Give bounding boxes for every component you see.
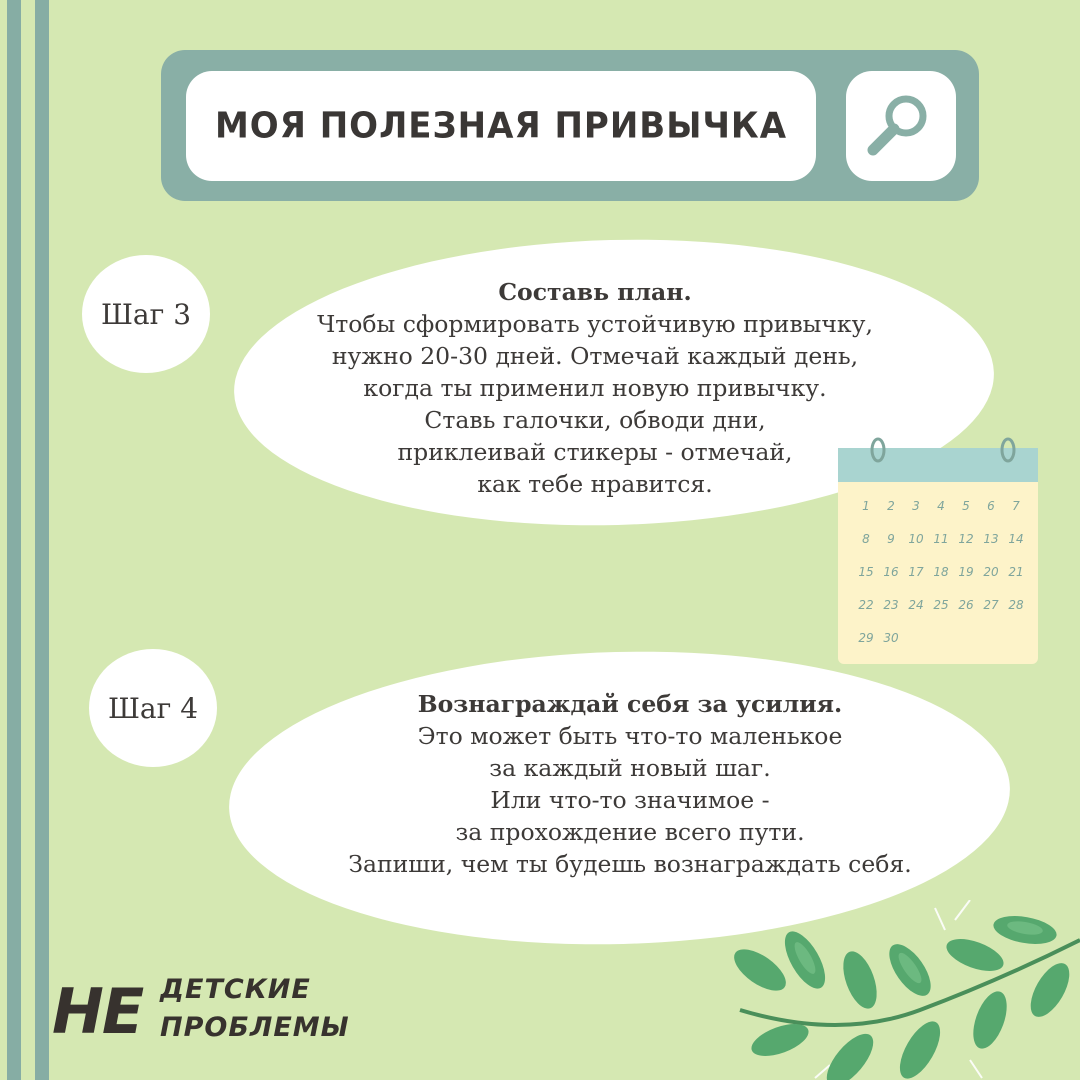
calendar-day: 5 [962, 499, 970, 513]
step-line: за каждый новый шаг. [489, 754, 771, 782]
calendar-day: 28 [1008, 598, 1024, 612]
calendar-day: 23 [883, 598, 899, 612]
calendar-day: 1 [862, 499, 870, 513]
calendar-icon [836, 432, 1040, 666]
leaf-branch-icon [720, 900, 1080, 1080]
step-line: когда ты применил новую привычку. [363, 374, 827, 402]
calendar-day: 11 [933, 532, 949, 546]
calendar-day: 24 [908, 598, 924, 612]
step-heading: Вознаграждай себя за усилия. [417, 690, 843, 718]
left-stripe [7, 0, 21, 1080]
step-line: приклеивай стикеры - отмечай, [397, 438, 793, 466]
step-text [300, 688, 960, 880]
page-title: МОЯ ПОЛЕЗНАЯ ПРИВЫЧКА [214, 105, 788, 147]
step-line: Запиши, чем ты будешь вознаграждать себя. [348, 850, 912, 878]
logo-ne: НЕ [52, 975, 143, 1048]
calendar-day: 4 [937, 499, 945, 513]
calendar-day: 16 [883, 565, 899, 579]
step-line: Чтобы сформировать устойчивую привычку, [317, 310, 873, 338]
calendar-day: 19 [958, 565, 974, 579]
step-line: Это может быть что-то маленькое [417, 722, 843, 750]
calendar-day: 6 [987, 499, 995, 513]
calendar-day: 14 [1008, 532, 1024, 546]
step-line: Или что-то значимое - [490, 786, 770, 814]
search-field[interactable] [186, 71, 816, 181]
search-button[interactable] [846, 71, 956, 181]
calendar-day: 7 [1012, 499, 1020, 513]
calendar-day: 30 [883, 631, 899, 645]
step-line: нужно 20-30 дней. Отмечай каждый день, [331, 342, 859, 370]
calendar-day: 2 [887, 499, 895, 513]
step-line: за прохождение всего пути. [455, 818, 805, 846]
calendar-day: 17 [908, 565, 924, 579]
magnifier-icon [846, 71, 956, 181]
calendar-day: 21 [1008, 565, 1024, 579]
calendar-day: 20 [983, 565, 999, 579]
calendar-day: 8 [862, 532, 870, 546]
logo-line: ПРОБЛЕМЫ [160, 1012, 350, 1043]
calendar-day: 25 [933, 598, 949, 612]
calendar-day: 12 [958, 532, 974, 546]
calendar-day: 29 [858, 631, 874, 645]
step-line: Ставь галочки, обводи дни, [424, 406, 766, 434]
calendar-day: 26 [958, 598, 974, 612]
logo-line: ДЕТСКИЕ [160, 974, 311, 1005]
calendar-day: 18 [933, 565, 949, 579]
left-stripe [35, 0, 49, 1080]
step-text [270, 276, 920, 500]
calendar-day: 13 [983, 532, 999, 546]
calendar-day: 3 [912, 499, 920, 513]
calendar-day: 10 [908, 532, 924, 546]
step-heading: Составь план. [498, 278, 692, 306]
calendar-day: 9 [887, 532, 895, 546]
calendar-day: 27 [983, 598, 999, 612]
calendar-day: 22 [858, 598, 874, 612]
step-line: как тебе нравится. [477, 470, 713, 498]
step-badge: Шаг 3 [82, 255, 210, 373]
step-badge: Шаг 4 [89, 649, 217, 767]
calendar-day: 15 [858, 565, 874, 579]
